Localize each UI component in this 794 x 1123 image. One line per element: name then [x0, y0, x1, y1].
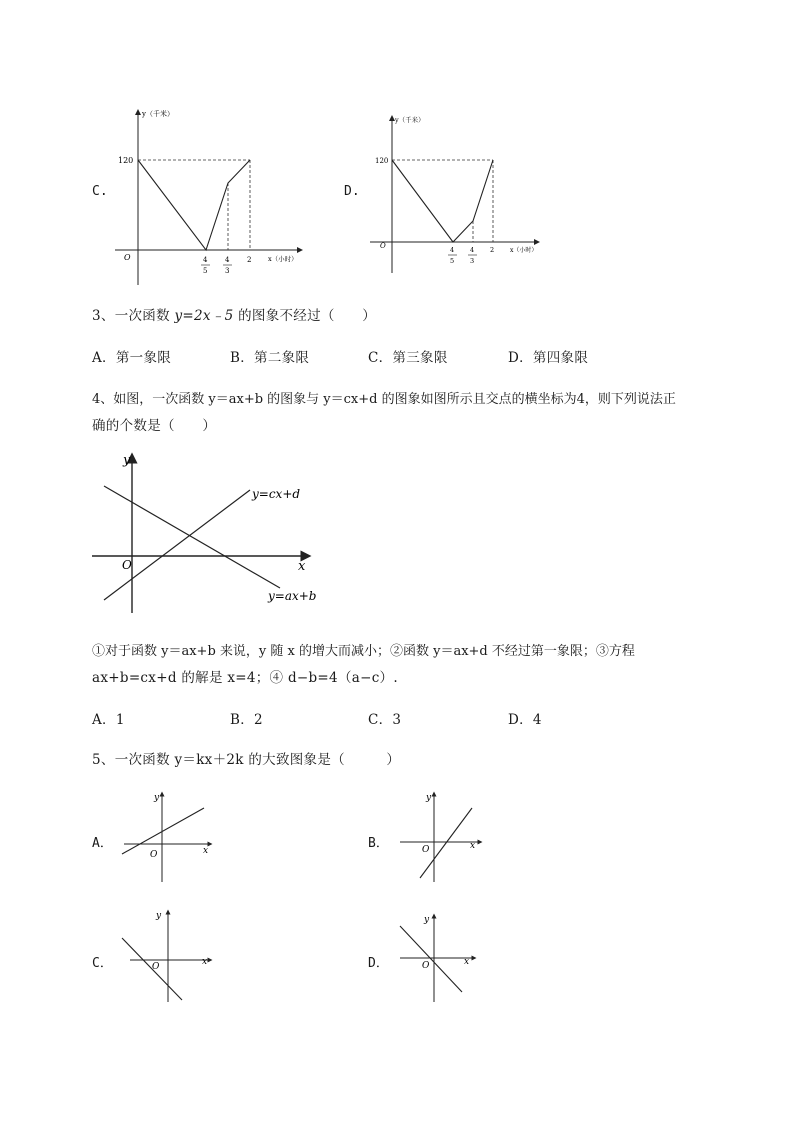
q5-graph-b — [396, 788, 496, 884]
q4-option-d[interactable]: D．4 — [508, 712, 542, 728]
q4-stem-line2: 确的个数是（ ） — [92, 418, 217, 434]
q5-d-origin: O — [422, 961, 430, 971]
graph-d-tick-num: 4 — [450, 246, 455, 254]
q4-line-ax-b-label: y=ax+b — [268, 589, 317, 603]
q4-y-label: y — [123, 453, 131, 468]
graph-d-x-axis-label: x（小时） — [510, 247, 538, 254]
graph-c-tick-num: 4 — [225, 256, 230, 264]
q3-stem — [92, 304, 376, 324]
q4-option-b[interactable]: B．2 — [230, 712, 263, 728]
q3-option-d[interactable]: D．第四象限 — [508, 350, 589, 366]
graph-c-tick-num: 4 — [203, 256, 208, 264]
q4-origin: O — [122, 558, 132, 572]
q5-stem: 5、一次函数 y＝kx＋2k 的大致图象是（ ） — [92, 752, 401, 768]
q5-b-x-label: x — [470, 841, 476, 851]
graph-c — [110, 100, 310, 290]
q4-option-c[interactable]: C．3 — [368, 712, 402, 728]
q5-option-b-label[interactable]: B． — [368, 836, 389, 851]
q3-stem-post: 的图象不经过（ ） — [233, 308, 377, 324]
graph-d-tick: 2 — [490, 246, 495, 254]
option-d-label: D. — [344, 184, 360, 199]
graph-c-y-tick: 120 — [118, 156, 134, 165]
q3-option-c[interactable]: C．第三象限 — [368, 350, 448, 366]
q3-option-a[interactable]: A．第一象限 — [92, 350, 172, 366]
graph-c-tick: 2 — [247, 256, 252, 264]
q4-line-cx-d-label: y=cx+d — [252, 487, 301, 501]
graph-c-tick-den: 5 — [203, 267, 208, 275]
q4-stem-line1: 4、如图，一次函数 y＝ax+b 的图象与 y＝cx+d 的图象如图所示且交点的横坐标为4，则下列说法正 — [92, 392, 676, 407]
q4-figure — [88, 448, 318, 616]
graph-c-x-axis-label: x（小时） — [268, 255, 298, 263]
q4-statements-line1: ①对于函数 y＝ax+b 来说，y 随 x 的增大而减小；②函数 y＝ax+d 不经过第一象限；③方程 — [92, 644, 635, 659]
graph-d-origin: O — [380, 242, 386, 250]
q5-d-x-label: x — [464, 957, 470, 967]
q5-option-d-label[interactable]: D． — [368, 956, 389, 971]
q5-b-y-label: y — [426, 793, 432, 803]
q5-a-origin: O — [150, 850, 158, 860]
graph-d — [365, 108, 545, 278]
graph-c-origin: O — [124, 253, 131, 262]
q5-d-y-label: y — [424, 915, 430, 925]
graph-d-y-tick: 120 — [375, 157, 389, 165]
graph-d-tick-den: 3 — [470, 257, 475, 265]
graph-c-tick-den: 3 — [225, 267, 230, 275]
q5-option-a-label[interactable]: A． — [92, 836, 113, 851]
q5-graph-c — [118, 906, 218, 1004]
option-c-label: C. — [92, 184, 108, 199]
q4-option-a[interactable]: A．1 — [92, 712, 125, 728]
graph-c-y-axis-label: y（千米） — [142, 110, 174, 118]
q5-graph-a — [118, 788, 218, 884]
graph-d-tick-num: 4 — [470, 246, 475, 254]
q3-stem-pre: 3、一次函数 — [92, 308, 175, 324]
q5-b-origin: O — [422, 845, 430, 855]
q5-a-x-label: x — [203, 846, 209, 856]
q5-c-y-label: y — [156, 911, 162, 921]
q5-a-y-label: y — [154, 793, 160, 803]
q4-statements-line2: ax+b=cx+d 的解是 x=4；④ d−b=4（a−c）. — [92, 670, 398, 686]
q3-option-b[interactable]: B．第二象限 — [230, 350, 310, 366]
graph-d-tick-den: 5 — [450, 257, 455, 265]
q5-graph-d — [396, 906, 496, 1004]
q3-equation: y=2x﹣5 — [174, 308, 234, 324]
q5-option-c-label[interactable]: C． — [92, 956, 113, 971]
q4-x-label: x — [298, 559, 306, 574]
q5-c-origin: O — [152, 962, 160, 972]
graph-d-y-axis-label: y（千米） — [395, 116, 425, 124]
q5-c-x-label: x — [202, 957, 208, 967]
